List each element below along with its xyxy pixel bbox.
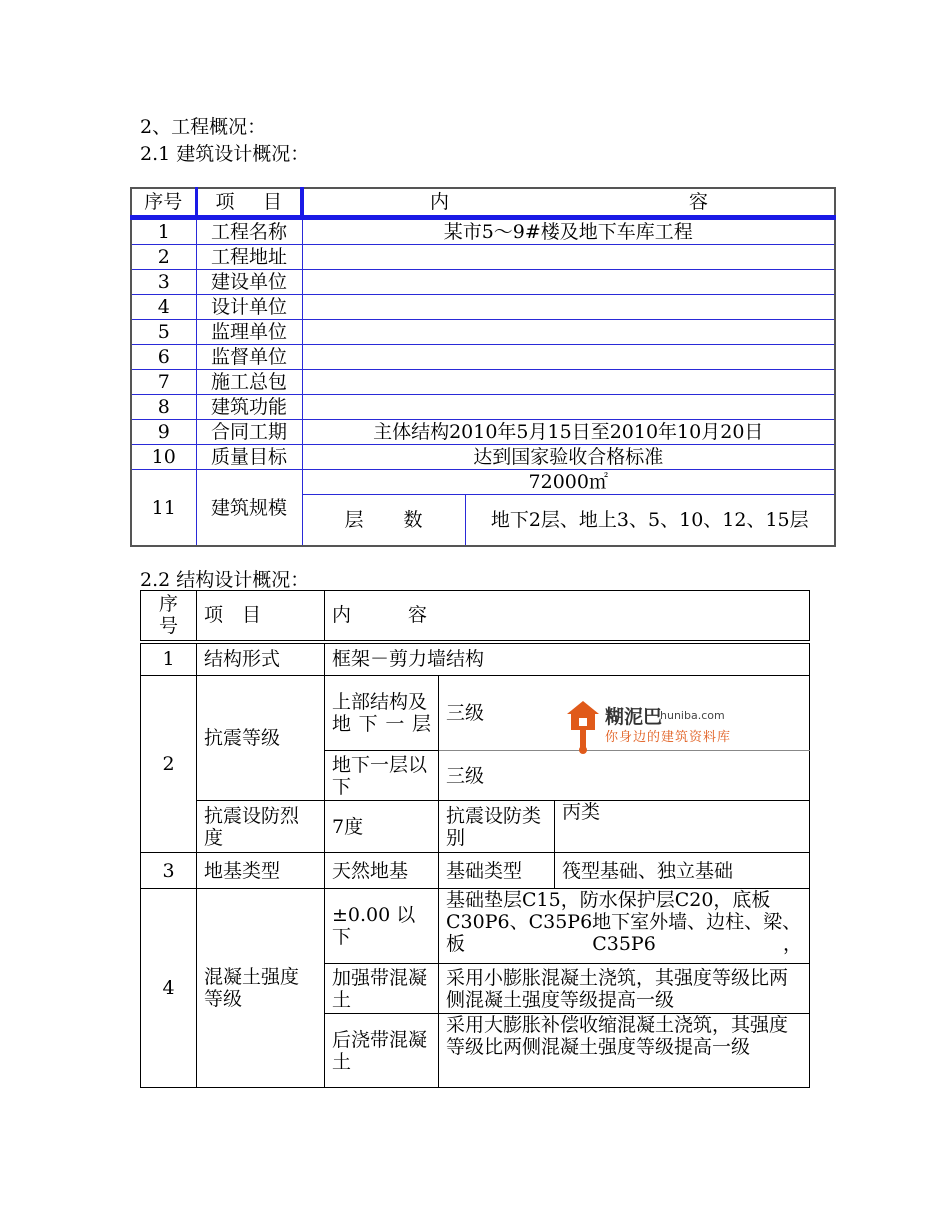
- header-content: 内 容: [429, 191, 708, 213]
- section-heading: 2、工程概况：: [140, 116, 267, 138]
- table-row: 1 结构形式 框架－剪力墙结构: [141, 642, 810, 676]
- table-row: 3 建设单位: [131, 270, 835, 295]
- subsection-heading-structure: 2.2 结构设计概况：: [140, 569, 310, 591]
- table-row: 10 质量目标 达到国家验收合格标准: [131, 445, 835, 470]
- table-header-row: [131, 188, 835, 218]
- table-row: 8 建筑功能: [131, 395, 835, 420]
- logo-tagline: 你身边的建筑资料库: [605, 730, 732, 745]
- floors-value: 地下2层、地上3、5、10、12、15层: [465, 495, 835, 547]
- table-row: 2 抗震等级 上部结构及地下一层 三级: [141, 676, 810, 751]
- table-row: 5 监理单位: [131, 320, 835, 345]
- structure-overview-table: [140, 590, 810, 1088]
- table-row: 7 施工总包: [131, 370, 835, 395]
- header-content: 内 容: [325, 591, 810, 642]
- floors-label: 层 数: [344, 509, 423, 531]
- table-row: 加强带混凝土 采用小膨胀混凝土浇筑，其强度等级比两侧混凝土强度等级提高一级: [141, 964, 810, 1014]
- watermark-logo: [565, 698, 765, 758]
- architecture-overview-table: [130, 187, 836, 547]
- subsection-heading-architecture: 2.1 建筑设计概况：: [140, 143, 310, 165]
- table-row: 2 工程地址: [131, 245, 835, 270]
- table-row: 11 建筑规模 72000㎡: [131, 470, 835, 495]
- header-item: 项 目: [215, 191, 282, 213]
- table-header-row: [141, 591, 810, 642]
- table-row: 后浇带混凝土 采用大膨胀补偿收缩混凝土浇筑，其强度等级比两侧混凝土强度等级提高一级: [141, 1014, 810, 1088]
- header-no: 序号: [141, 591, 197, 642]
- logo-name: 糊泥巴: [605, 706, 663, 728]
- header-item: 项 目: [197, 591, 325, 642]
- table-row: 6 监督单位: [131, 345, 835, 370]
- logo-domain: huniba.com: [660, 709, 725, 722]
- header-no: 序号: [131, 188, 196, 218]
- table-row: 4 混凝土强度等级 ±0.00 以下 基础垫层C15，防水保护层C20，底板C30P6、C35P6地下室外墙、边柱、梁、板C35P6，: [141, 889, 810, 964]
- table-row: 抗震设防烈度 7度 抗震设防类别 丙类: [141, 801, 810, 853]
- table-row: 4 设计单位: [131, 295, 835, 320]
- table-row: 地下一层以下 三级: [141, 751, 810, 801]
- table-row: 9 合同工期 主体结构2010年5月15日至2010年10月20日: [131, 420, 835, 445]
- house-brush-icon: [565, 698, 601, 756]
- area-value: 72000㎡: [302, 470, 835, 495]
- table-row: 3 地基类型 天然地基 基础类型 筏型基础、独立基础: [141, 853, 810, 889]
- table-row: 1 工程名称 某市5～9#楼及地下车库工程: [131, 218, 835, 245]
